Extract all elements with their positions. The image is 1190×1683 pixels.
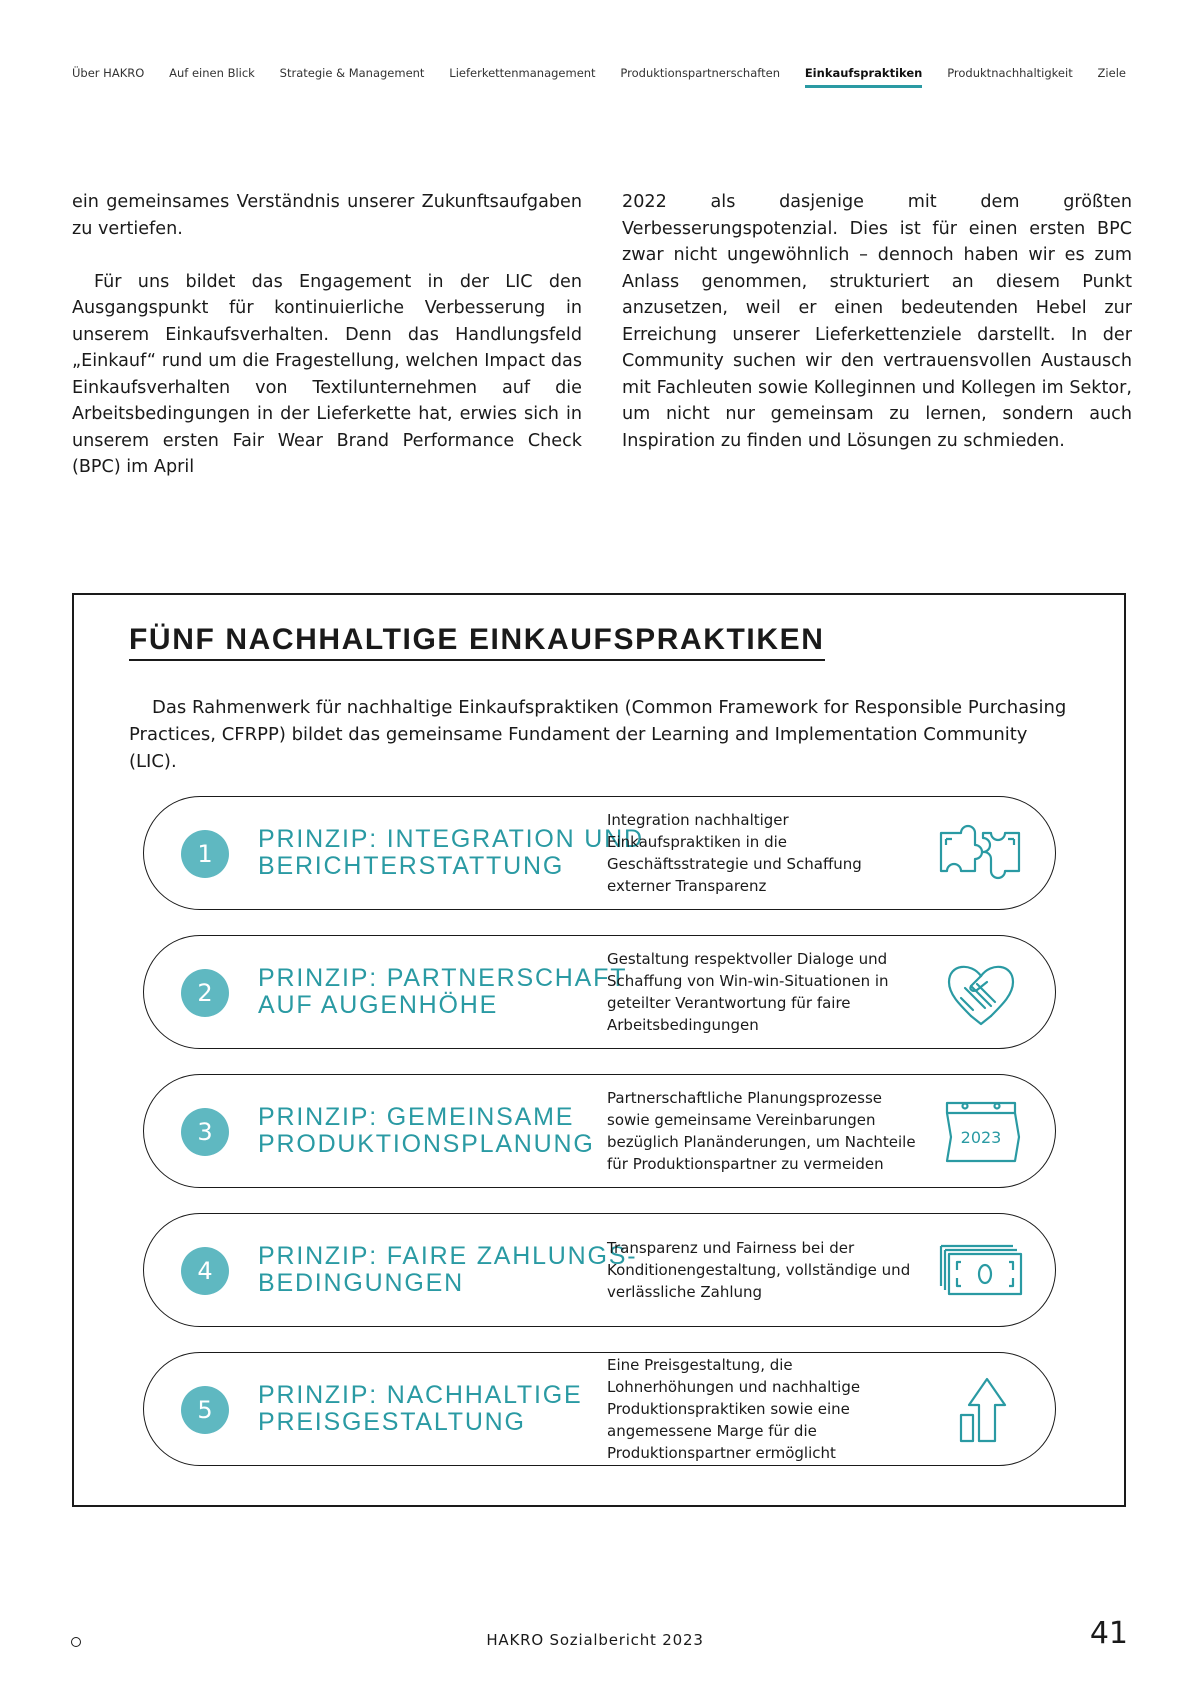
- growth-arrow-icon: [931, 1375, 1031, 1445]
- principle-card-1: [143, 796, 1056, 910]
- principle-card-3: [143, 1074, 1056, 1188]
- handshake-icon: [931, 958, 1031, 1028]
- principle-number-badge: 1: [181, 830, 229, 878]
- nav-item-lieferkettenmanagement[interactable]: Lieferkettenmanagement: [449, 66, 596, 80]
- page-number: 41: [1089, 1616, 1128, 1651]
- nav-item-einkaufspraktiken[interactable]: Einkaufspraktiken: [805, 66, 923, 86]
- text-column-left: [72, 189, 582, 481]
- puzzle-icon: [931, 819, 1031, 889]
- text-column-right: [622, 189, 1132, 454]
- principle-description: Integration nachhaltiger Einkaufspraktiken in die Geschäftsstrategie und Schaffung externer Transparenz: [607, 811, 862, 895]
- principle-number-badge: 4: [181, 1247, 229, 1295]
- principle-title: PRINZIP: NACHHALTIGE PREISGESTALTUNG: [258, 1381, 583, 1436]
- nav-item-produktionspartnerschaften[interactable]: Produktionspartnerschaften: [620, 66, 780, 80]
- nav-item-strategie-management[interactable]: Strategie & Management: [279, 66, 425, 80]
- paragraph: ein gemeinsames Verständnis unserer Zukunftsaufgaben zu vertiefen.: [72, 192, 582, 239]
- footer-title: HAKRO Sozialbericht 2023: [486, 1631, 704, 1649]
- svg-text:2023: 2023: [960, 1128, 1002, 1147]
- principle-card-2: [143, 935, 1056, 1049]
- principle-card-4: [143, 1213, 1056, 1327]
- principle-title: PRINZIP: GEMEINSAME PRODUKTIONSPLANUNG: [258, 1103, 595, 1158]
- framework-intro: Das Rahmenwerk für nachhaltige Einkaufspraktiken (Common Framework for Responsible Purchasing Practices, CFRPP) bildet das gemeinsame Fundament der Learning and Implementation Community (LIC).: [129, 697, 1067, 772]
- principle-description: Transparenz und Fairness bei der Konditionengestaltung, vollständige und verlässliche Zahlung: [607, 1239, 911, 1301]
- principle-number-badge: 5: [181, 1386, 229, 1434]
- principle-number-badge: 2: [181, 969, 229, 1017]
- principle-card-5: [143, 1352, 1056, 1466]
- nav-item-ziele[interactable]: Ziele: [1097, 66, 1126, 80]
- framework-box: [72, 593, 1126, 1507]
- money-icon: [931, 1236, 1031, 1306]
- principle-title: PRINZIP: FAIRE ZAHLUNGS- BEDINGUNGEN: [258, 1242, 638, 1297]
- framework-title: FÜNF NACHHALTIGE EINKAUFSPRAKTIKEN: [129, 623, 825, 661]
- paragraph: 2022 als dasjenige mit dem größten Verbesserungspotenzial. Dies ist für einen ersten BPC zwar nicht ungewöhnlich – dennoch haben wir es zum Anlass genommen, strukturiert an diesem Punkt anzusetzen, weil er einen bedeutenden Hebel zur Erreichung unserer Lieferkettenziele darstellt. In der Community suchen wir den vertrauensvollen Austausch mit Fachleuten sowie Kolleginnen und Kollegen im Sektor, um nicht nur gemeinsam zu lernen, sondern auch Inspiration zu finden und Lösungen zu schmieden.: [622, 192, 1132, 451]
- paragraph: Für uns bildet das Engagement in der LIC den Ausgangspunkt für kontinuierliche Verbesserung in unserem Einkaufsverhalten. Denn das Handlungsfeld „Einkauf“ rund um die Fragestellung, welchen Impact das Einkaufsverhalten von Textilunternehmen auf die Arbeitsbedingungen in der Lieferkette hat, erwies sich in unserem ersten Fair Wear Brand Performance Check (BPC) im April: [72, 271, 582, 477]
- top-navigation: [72, 66, 1126, 86]
- nav-item-ueber-hakro[interactable]: Über HAKRO: [72, 66, 145, 80]
- principle-description: Eine Preisgestaltung, die Lohnerhöhungen und nachhaltige Produktionspraktiken sowie eine angemessene Marge für die Produktionspartner ermöglicht: [607, 1356, 861, 1462]
- principle-description: Partnerschaftliche Planungsprozesse sowie gemeinsame Vereinbarungen bezüglich Planänderungen, um Nachteile für Produktionspartner zu vermeiden: [607, 1089, 916, 1173]
- calendar-icon: [931, 1097, 1031, 1167]
- principle-title: PRINZIP: INTEGRATION UND BERICHTERSTATTUNG: [258, 825, 644, 880]
- principle-number-badge: 3: [181, 1108, 229, 1156]
- nav-item-auf-einen-blick[interactable]: Auf einen Blick: [169, 66, 255, 80]
- nav-item-produktnachhaltigkeit[interactable]: Produktnachhaltigkeit: [947, 66, 1073, 80]
- principle-title: PRINZIP: PARTNERSCHAFT AUF AUGENHÖHE: [258, 964, 628, 1019]
- principle-description: Gestaltung respektvoller Dialoge und Schaffung von Win-win-Situationen in geteilter Verantwortung für faire Arbeitsbedingungen: [607, 950, 889, 1034]
